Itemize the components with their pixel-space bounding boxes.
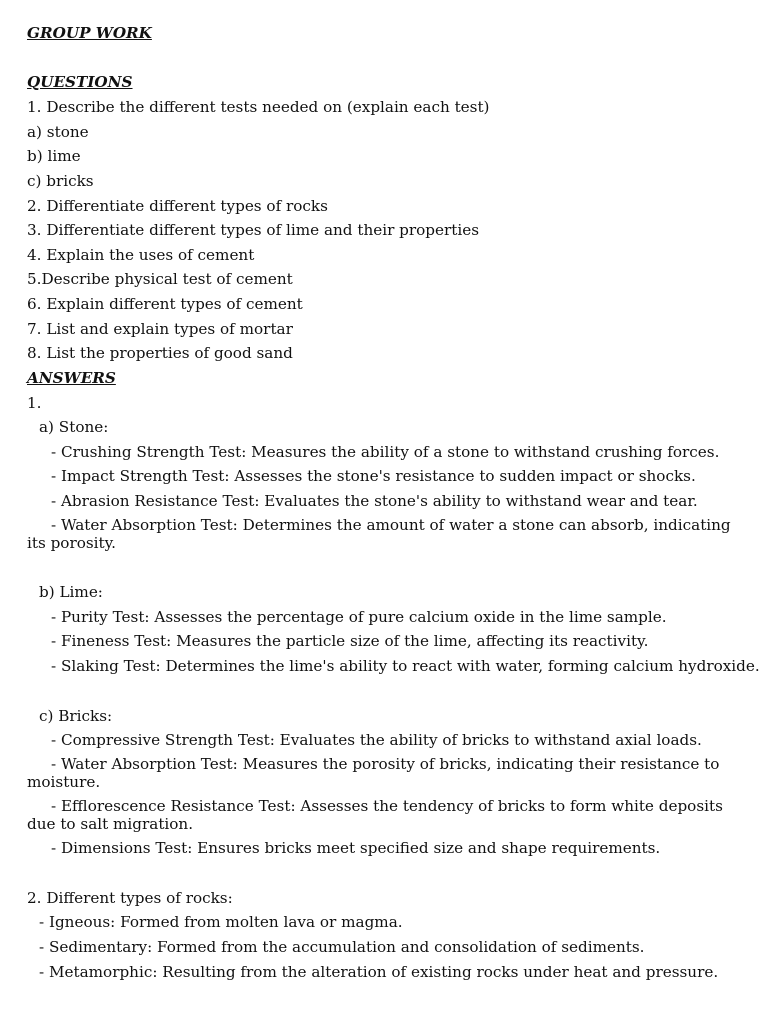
answer-item: - Metamorphic: Resulting from the alteration of existing rocks under heat and pressure.: [39, 963, 719, 981]
question-item: 1. Describe the different tests needed on (explain each test): [27, 98, 490, 116]
answer-item: - Crushing Strength Test: Measures the ability of a stone to withstand crushing forces.: [51, 443, 720, 461]
question-item: 4. Explain the uses of cement: [27, 246, 255, 264]
question-item: 6. Explain different types of cement: [27, 295, 303, 313]
answer-subheading-stone: a) Stone:: [39, 418, 109, 436]
answers-heading: ANSWERS: [27, 369, 116, 387]
answer-item: - Efflorescence Resistance Test: Assesses the tendency of bricks to form white deposits due to salt migration.: [27, 797, 723, 833]
answer-number: 1.: [27, 394, 42, 412]
questions-heading: QUESTIONS: [27, 73, 133, 91]
answer-item: - Dimensions Test: Ensures bricks meet specified size and shape requirements.: [51, 839, 661, 857]
question-item: 7. List and explain types of mortar: [27, 320, 293, 338]
answer-subheading-bricks: c) Bricks:: [39, 707, 113, 725]
question-item: 5.Describe physical test of cement: [27, 270, 293, 288]
answer-item: - Sedimentary: Formed from the accumulation and consolidation of sediments.: [39, 938, 645, 956]
question-item: 3. Differentiate different types of lime and their properties: [27, 221, 479, 239]
answer-item: - Igneous: Formed from molten lava or magma.: [39, 913, 403, 931]
answer-item: - Fineness Test: Measures the particle size of the lime, affecting its reactivity.: [51, 632, 649, 650]
question-item: c) bricks: [27, 172, 94, 190]
question-item: 8. List the properties of good sand: [27, 344, 293, 362]
answer-subheading-rocks: 2. Different types of rocks:: [27, 889, 233, 907]
answer-item: - Impact Strength Test: Assesses the stone's resistance to sudden impact or shocks.: [51, 467, 696, 485]
question-item: b) lime: [27, 147, 81, 165]
question-item: a) stone: [27, 123, 89, 141]
answer-item: - Water Absorption Test: Measures the porosity of bricks, indicating their resistance to moisture.: [27, 755, 720, 791]
answer-item: - Purity Test: Assesses the percentage of pure calcium oxide in the lime sample.: [51, 608, 667, 626]
question-item: 2. Differentiate different types of rocks: [27, 197, 328, 215]
document-title: GROUP WORK: [27, 24, 152, 42]
answer-item: - Water Absorption Test: Determines the amount of water a stone can absorb, indicating its porosity.: [27, 516, 731, 552]
answer-item: - Compressive Strength Test: Evaluates the ability of bricks to withstand axial loads.: [51, 731, 702, 749]
answer-item: - Slaking Test: Determines the lime's ability to react with water, forming calcium hydroxide.: [51, 657, 760, 675]
answer-item: - Abrasion Resistance Test: Evaluates the stone's ability to withstand wear and tear.: [51, 492, 698, 510]
answer-subheading-lime: b) Lime:: [39, 583, 103, 601]
